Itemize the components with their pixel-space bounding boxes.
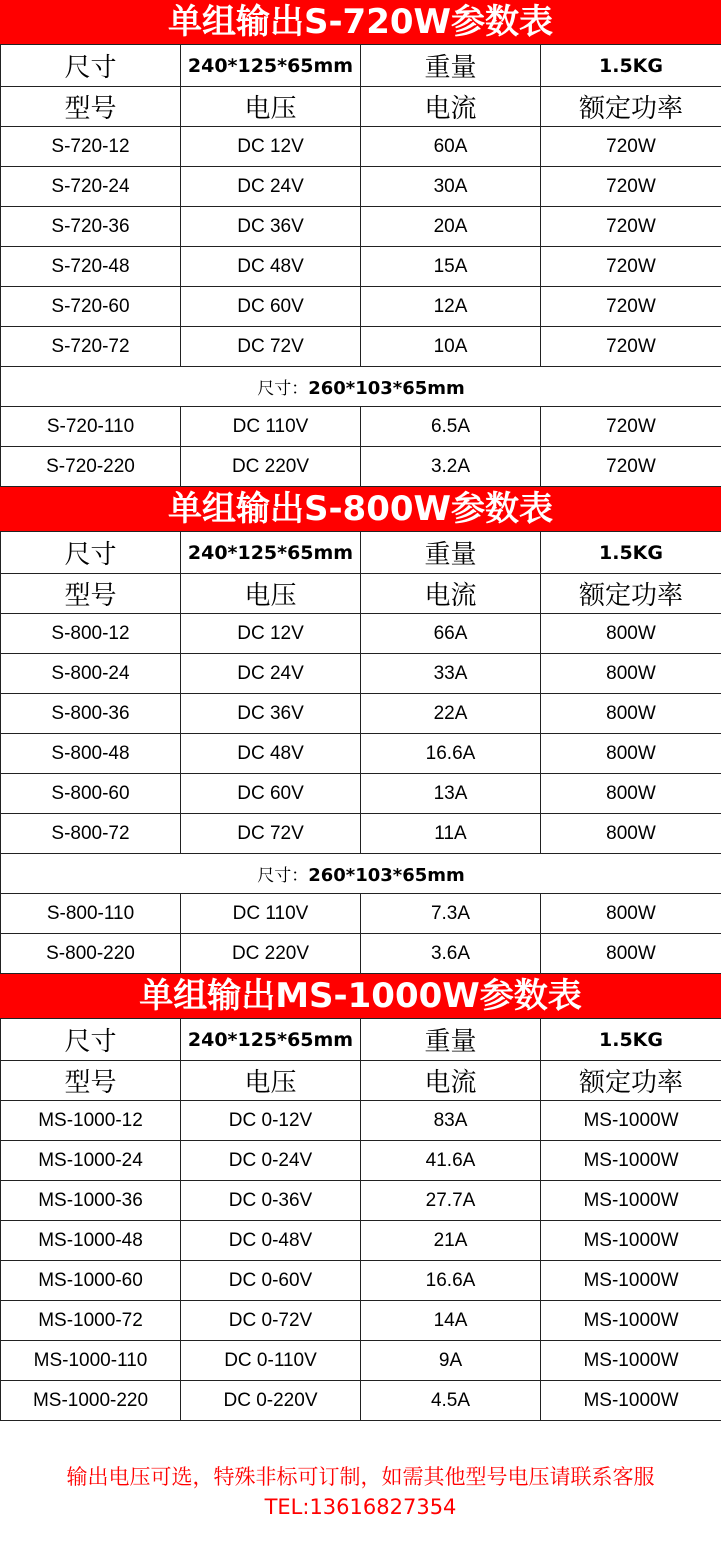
cell-power: 720W <box>541 287 721 327</box>
cell-voltage: DC 36V <box>181 694 361 734</box>
header-row <box>1 1061 721 1101</box>
cell-current: 60A <box>361 127 541 167</box>
footer-notice: 输出电压可选，特殊非标可订制，如需其他型号电压请联系客服 <box>66 1465 655 1489</box>
cell-power: MS-1000W <box>541 1181 721 1221</box>
cell-voltage: DC 0-12V <box>181 1101 361 1141</box>
cell-voltage: DC 48V <box>181 247 361 287</box>
cell-voltage: DC 220V <box>181 447 361 487</box>
table-row <box>1 934 721 974</box>
header-power: 额定功率 <box>541 1061 721 1101</box>
cell-model: MS-1000-36 <box>1 1181 181 1221</box>
size-note-row <box>1 367 721 407</box>
weight-label: 重量 <box>361 532 541 574</box>
cell-power: 720W <box>541 207 721 247</box>
size-label: 尺寸 <box>1 1019 181 1061</box>
header-voltage: 电压 <box>181 87 361 127</box>
size-row <box>1 532 721 574</box>
cell-power: 800W <box>541 814 721 854</box>
cell-voltage: DC 0-48V <box>181 1221 361 1261</box>
table-row <box>1 1141 721 1181</box>
size-value: 240*125*65mm <box>181 1019 361 1061</box>
cell-voltage: DC 72V <box>181 327 361 367</box>
cell-model: S-720-36 <box>1 207 181 247</box>
cell-model: S-720-12 <box>1 127 181 167</box>
size-note-label: 尺寸： <box>257 866 309 886</box>
cell-power: 720W <box>541 167 721 207</box>
cell-current: 41.6A <box>361 1141 541 1181</box>
header-model: 型号 <box>1 1061 181 1101</box>
cell-voltage: DC 72V <box>181 814 361 854</box>
cell-voltage: DC 24V <box>181 654 361 694</box>
cell-current: 14A <box>361 1301 541 1341</box>
section-title: 单组输出MS-1000W参数表 <box>0 974 721 1018</box>
cell-model: S-720-48 <box>1 247 181 287</box>
header-row <box>1 574 721 614</box>
cell-current: 16.6A <box>361 1261 541 1301</box>
section-title: 单组输出S-800W参数表 <box>0 487 721 531</box>
size-row <box>1 45 721 87</box>
cell-current: 9A <box>361 1341 541 1381</box>
cell-power: MS-1000W <box>541 1301 721 1341</box>
cell-power: MS-1000W <box>541 1221 721 1261</box>
header-current: 电流 <box>361 87 541 127</box>
cell-current: 30A <box>361 167 541 207</box>
table-row <box>1 774 721 814</box>
table-row <box>1 247 721 287</box>
cell-voltage: DC 60V <box>181 774 361 814</box>
cell-model: S-800-36 <box>1 694 181 734</box>
weight-label: 重量 <box>361 45 541 87</box>
table-row <box>1 1381 721 1421</box>
size-note-label: 尺寸： <box>257 379 309 399</box>
cell-voltage: DC 0-220V <box>181 1381 361 1421</box>
cell-model: MS-1000-60 <box>1 1261 181 1301</box>
header-voltage: 电压 <box>181 574 361 614</box>
cell-voltage: DC 60V <box>181 287 361 327</box>
table-row <box>1 167 721 207</box>
cell-model: S-720-110 <box>1 407 181 447</box>
cell-model: MS-1000-48 <box>1 1221 181 1261</box>
table-row <box>1 127 721 167</box>
cell-voltage: DC 110V <box>181 894 361 934</box>
cell-current: 21A <box>361 1221 541 1261</box>
header-power: 额定功率 <box>541 574 721 614</box>
cell-power: 800W <box>541 934 721 974</box>
table-row <box>1 1261 721 1301</box>
cell-model: MS-1000-110 <box>1 1341 181 1381</box>
cell-voltage: DC 220V <box>181 934 361 974</box>
cell-power: MS-1000W <box>541 1381 721 1421</box>
section-s800w <box>0 487 721 974</box>
cell-current: 33A <box>361 654 541 694</box>
size-note <box>1 367 721 407</box>
table-row <box>1 1301 721 1341</box>
cell-voltage: DC 0-110V <box>181 1341 361 1381</box>
table-row <box>1 734 721 774</box>
cell-power: MS-1000W <box>541 1141 721 1181</box>
header-model: 型号 <box>1 87 181 127</box>
cell-current: 66A <box>361 614 541 654</box>
cell-current: 13A <box>361 774 541 814</box>
cell-current: 10A <box>361 327 541 367</box>
size-value: 240*125*65mm <box>181 45 361 87</box>
cell-power: MS-1000W <box>541 1341 721 1381</box>
cell-current: 3.6A <box>361 934 541 974</box>
cell-model: MS-1000-24 <box>1 1141 181 1181</box>
cell-model: S-800-48 <box>1 734 181 774</box>
cell-voltage: DC 48V <box>181 734 361 774</box>
size-note-value: 260*103*65mm <box>308 865 465 886</box>
weight-label: 重量 <box>361 1019 541 1061</box>
size-label: 尺寸 <box>1 45 181 87</box>
cell-current: 27.7A <box>361 1181 541 1221</box>
cell-current: 15A <box>361 247 541 287</box>
cell-power: 800W <box>541 774 721 814</box>
cell-voltage: DC 0-72V <box>181 1301 361 1341</box>
cell-voltage: DC 12V <box>181 127 361 167</box>
cell-voltage: DC 110V <box>181 407 361 447</box>
size-label: 尺寸 <box>1 532 181 574</box>
cell-voltage: DC 36V <box>181 207 361 247</box>
spec-table <box>0 531 721 974</box>
cell-model: S-720-220 <box>1 447 181 487</box>
cell-current: 3.2A <box>361 447 541 487</box>
cell-model: S-720-24 <box>1 167 181 207</box>
cell-power: 720W <box>541 447 721 487</box>
weight-value: 1.5KG <box>541 1019 721 1061</box>
spec-table <box>0 44 721 487</box>
table-row <box>1 614 721 654</box>
cell-model: MS-1000-12 <box>1 1101 181 1141</box>
cell-power: 800W <box>541 734 721 774</box>
cell-voltage: DC 12V <box>181 614 361 654</box>
cell-power: 720W <box>541 327 721 367</box>
table-row <box>1 1221 721 1261</box>
cell-current: 4.5A <box>361 1381 541 1421</box>
table-row <box>1 894 721 934</box>
size-value: 240*125*65mm <box>181 532 361 574</box>
table-row <box>1 1101 721 1141</box>
table-row <box>1 207 721 247</box>
cell-voltage: DC 0-36V <box>181 1181 361 1221</box>
cell-current: 7.3A <box>361 894 541 934</box>
cell-model: MS-1000-220 <box>1 1381 181 1421</box>
cell-model: S-800-24 <box>1 654 181 694</box>
cell-model: S-720-72 <box>1 327 181 367</box>
footer-phone: TEL:13616827354 <box>264 1495 457 1519</box>
table-row <box>1 1181 721 1221</box>
cell-power: 720W <box>541 407 721 447</box>
section-title: 单组输出S-720W参数表 <box>0 0 721 44</box>
header-voltage: 电压 <box>181 1061 361 1101</box>
weight-value: 1.5KG <box>541 45 721 87</box>
section-s720w <box>0 0 721 487</box>
cell-model: S-800-60 <box>1 774 181 814</box>
cell-power: MS-1000W <box>541 1101 721 1141</box>
cell-current: 11A <box>361 814 541 854</box>
cell-current: 83A <box>361 1101 541 1141</box>
header-current: 电流 <box>361 574 541 614</box>
spec-table <box>0 1018 721 1421</box>
table-row <box>1 327 721 367</box>
cell-power: 800W <box>541 614 721 654</box>
cell-voltage: DC 0-24V <box>181 1141 361 1181</box>
cell-model: S-800-110 <box>1 894 181 934</box>
header-power: 额定功率 <box>541 87 721 127</box>
header-model: 型号 <box>1 574 181 614</box>
cell-model: S-720-60 <box>1 287 181 327</box>
footer-note <box>0 1462 721 1522</box>
cell-power: 800W <box>541 654 721 694</box>
cell-current: 12A <box>361 287 541 327</box>
size-row <box>1 1019 721 1061</box>
table-row <box>1 814 721 854</box>
cell-model: S-800-72 <box>1 814 181 854</box>
size-note <box>1 854 721 894</box>
table-row <box>1 654 721 694</box>
size-note-value: 260*103*65mm <box>308 378 465 399</box>
cell-model: MS-1000-72 <box>1 1301 181 1341</box>
table-row <box>1 694 721 734</box>
table-row <box>1 447 721 487</box>
cell-power: 720W <box>541 127 721 167</box>
table-row <box>1 407 721 447</box>
cell-model: S-800-220 <box>1 934 181 974</box>
weight-value: 1.5KG <box>541 532 721 574</box>
table-row <box>1 287 721 327</box>
cell-power: 800W <box>541 894 721 934</box>
cell-voltage: DC 24V <box>181 167 361 207</box>
cell-current: 16.6A <box>361 734 541 774</box>
section-ms1000w <box>0 974 721 1421</box>
header-current: 电流 <box>361 1061 541 1101</box>
cell-current: 6.5A <box>361 407 541 447</box>
header-row <box>1 87 721 127</box>
cell-current: 22A <box>361 694 541 734</box>
cell-power: MS-1000W <box>541 1261 721 1301</box>
table-row <box>1 1341 721 1381</box>
cell-model: S-800-12 <box>1 614 181 654</box>
cell-power: 720W <box>541 247 721 287</box>
cell-current: 20A <box>361 207 541 247</box>
cell-voltage: DC 0-60V <box>181 1261 361 1301</box>
cell-power: 800W <box>541 694 721 734</box>
size-note-row <box>1 854 721 894</box>
